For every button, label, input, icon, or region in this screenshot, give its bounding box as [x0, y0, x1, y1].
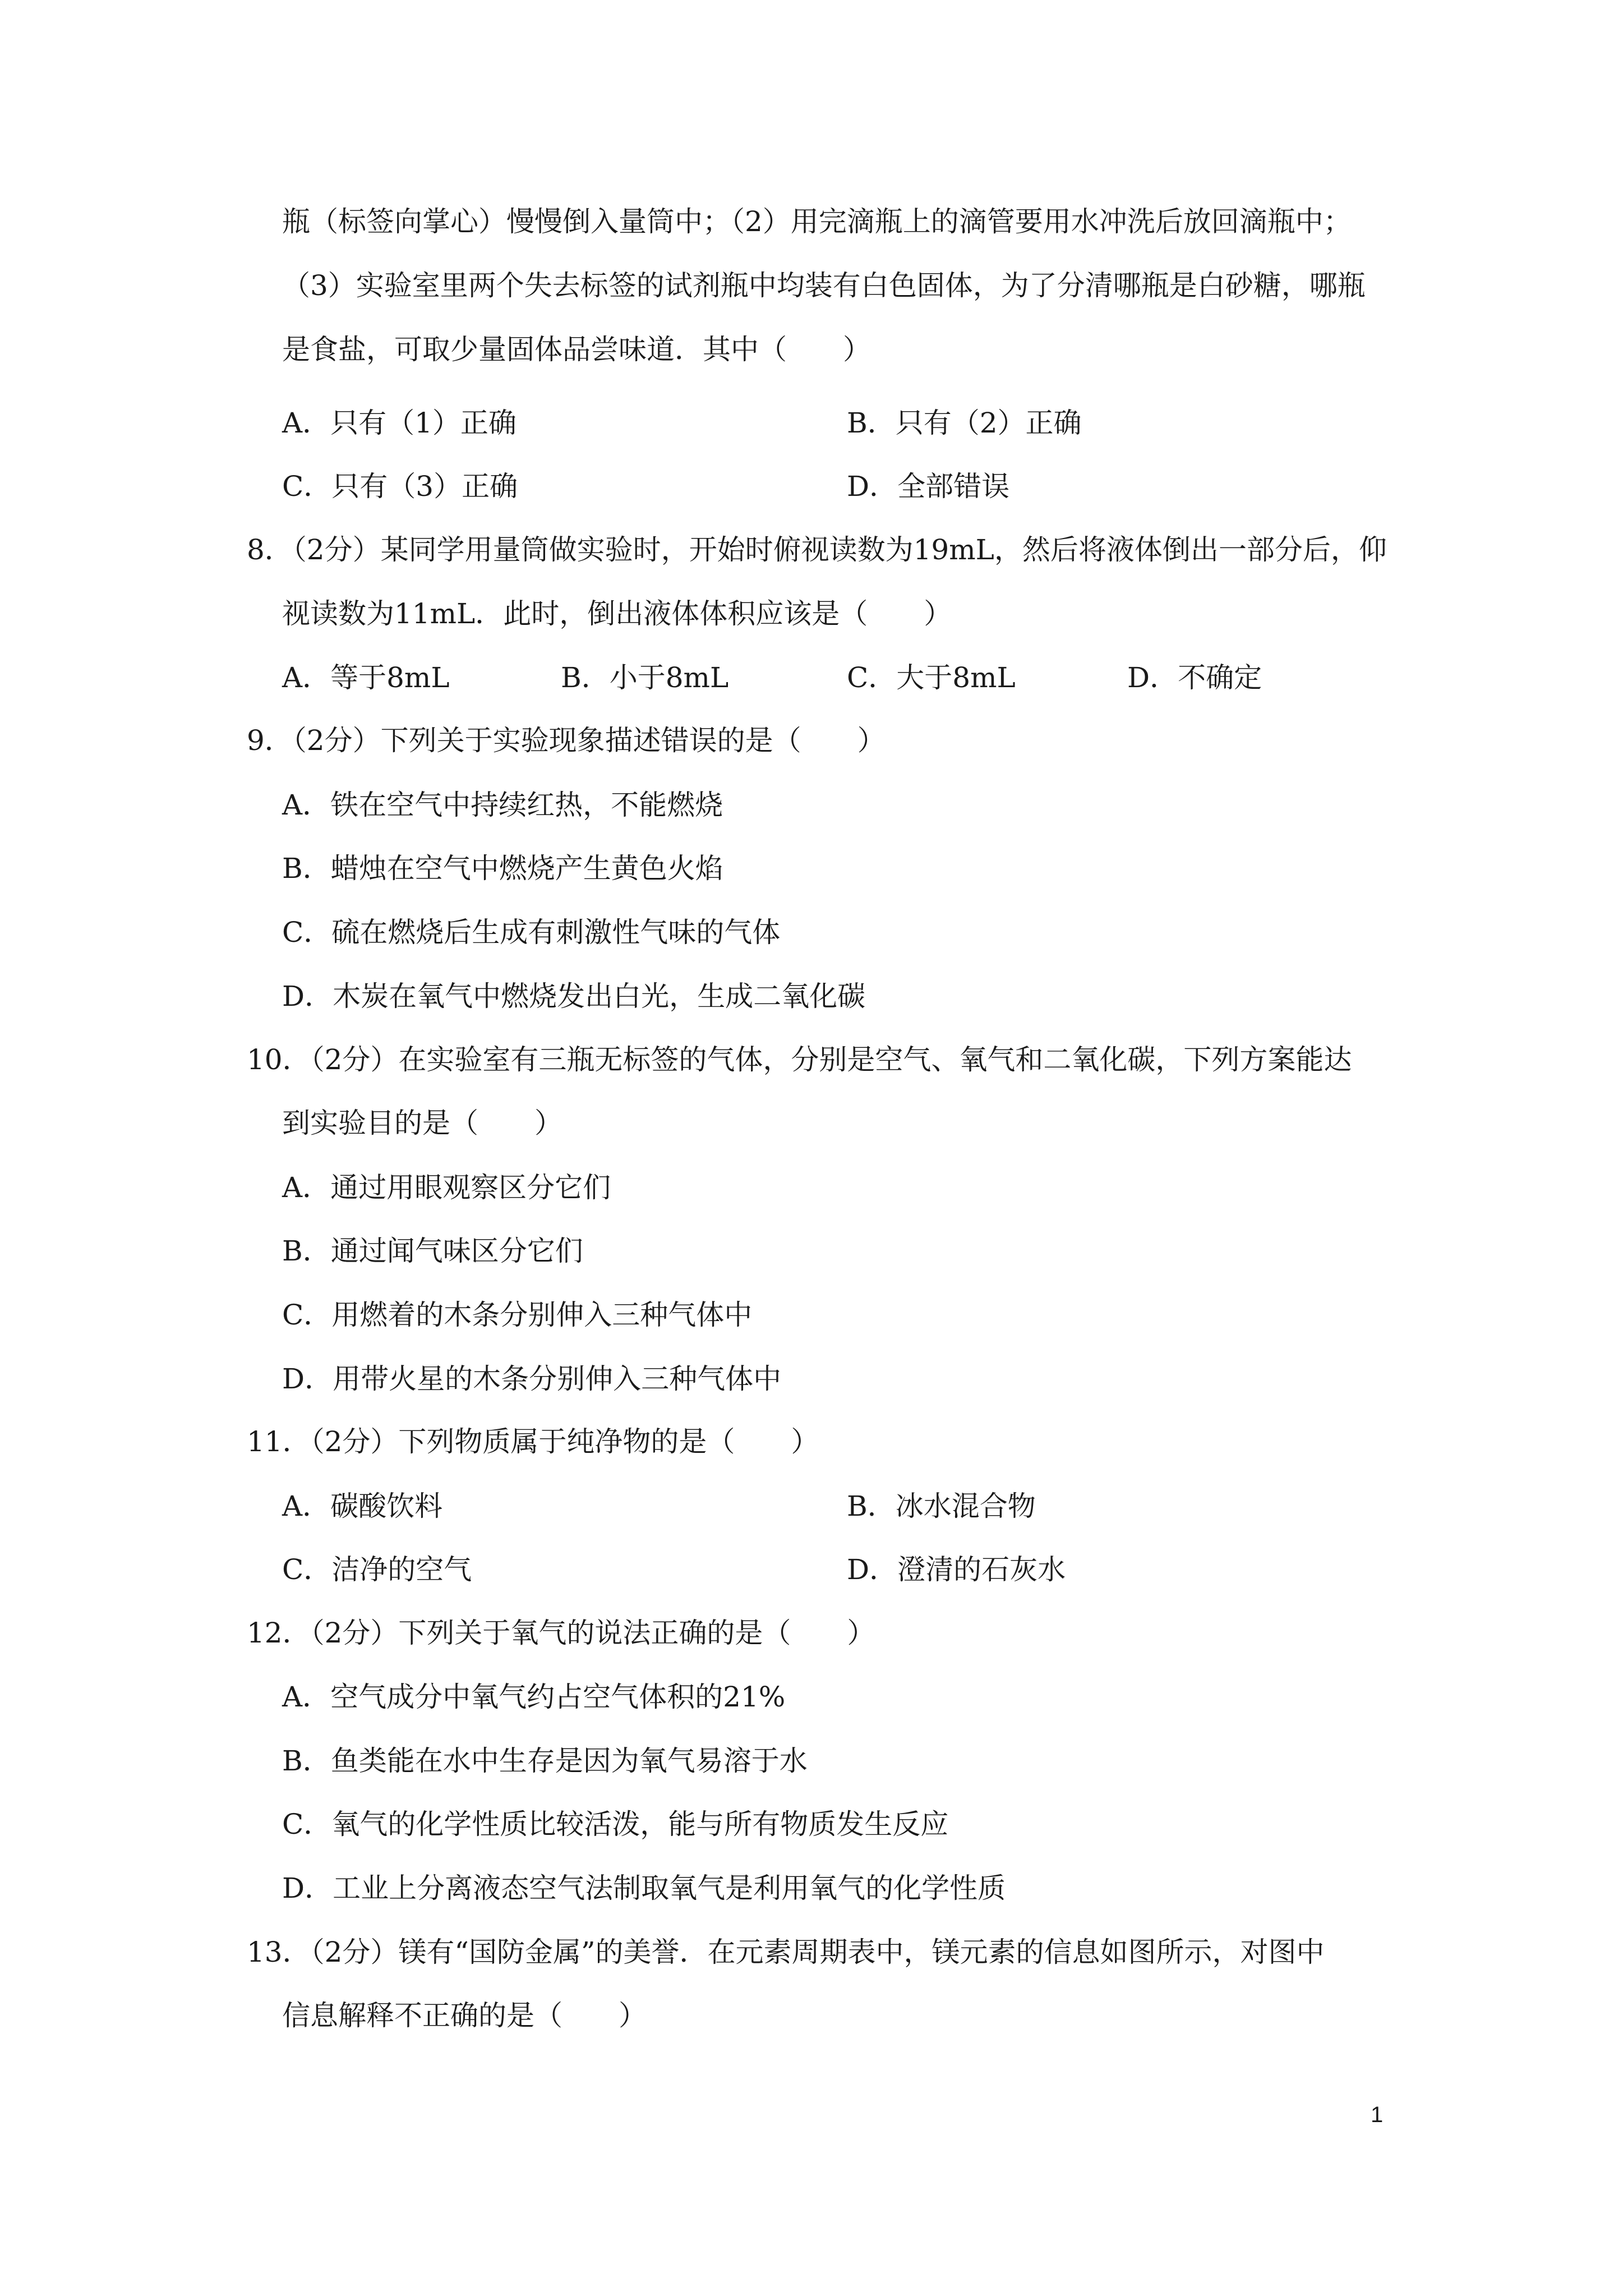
option-c: C．硫在燃烧后生成有刺激性气味的气体	[282, 916, 781, 949]
option-b: B．通过闻气味区分它们	[282, 1235, 583, 1267]
option-a: A．空气成分中氧气约占空气体积的21%	[282, 1681, 786, 1713]
option-a: A．碳酸饮料	[282, 1490, 443, 1522]
question-text-line: （3）实验室里两个失去标签的试剂瓶中均装有白色固体，为了分清哪瓶是白砂糖，哪瓶	[282, 269, 1366, 302]
option-a: A．等于8mL	[282, 661, 450, 694]
question-text-line: 8．（2分）某同学用量筒做实验时，开始时俯视读数为19mL，然后将液体倒出一部分后，仰	[247, 533, 1387, 566]
option-b: B．冰水混合物	[847, 1490, 1036, 1522]
option-d: D．用带火星的木条分别伸入三种气体中	[282, 1363, 782, 1395]
option-b: B．只有（2）正确	[847, 407, 1082, 439]
question-text-line: 到实验目的是（ ）	[282, 1107, 562, 1139]
option-d: D．木炭在氧气中燃烧发出白光，生成二氧化碳	[282, 980, 866, 1013]
option-b: B．蜡烛在空气中燃烧产生黄色火焰	[282, 852, 723, 885]
page-number: 1	[1371, 2102, 1384, 2127]
question-text-line: 是食盐，可取少量固体品尝味道．其中（ ）	[282, 333, 871, 366]
question-text-line: 信息解释不正确的是（ ）	[282, 1999, 647, 2032]
option-d: D．工业上分离液态空气法制取氧气是利用氧气的化学性质	[282, 1872, 1006, 1904]
option-d: D．不确定	[1127, 661, 1262, 694]
option-a: A．通过用眼观察区分它们	[282, 1171, 611, 1204]
option-a: A．铁在空气中持续红热，不能燃烧	[282, 789, 723, 821]
option-d: D．澄清的石灰水	[847, 1553, 1066, 1586]
option-c: C．大于8mL	[847, 661, 1016, 694]
question-text-line: 瓶（标签向掌心）慢慢倒入量筒中；（2）用完滴瓶上的滴管要用水冲洗后放回滴瓶中；	[282, 205, 1352, 238]
question-text-line: 10．（2分）在实验室有三瓶无标签的气体，分别是空气、氧气和二氧化碳，下列方案能达	[247, 1043, 1352, 1076]
question-text-line: 11．（2分）下列物质属于纯净物的是（ ）	[247, 1425, 819, 1458]
option-a: A．只有（1）正确	[282, 407, 517, 439]
question-text-line: 12．（2分）下列关于氧气的说法正确的是（ ）	[247, 1617, 875, 1649]
option-b: B．小于8mL	[561, 661, 729, 694]
question-text-line: 9．（2分）下列关于实验现象描述错误的是（ ）	[247, 724, 886, 757]
option-c: C．用燃着的木条分别伸入三种气体中	[282, 1299, 753, 1331]
option-c: C．只有（3）正确	[282, 470, 518, 503]
option-c: C．洁净的空气	[282, 1553, 472, 1586]
question-text-line: 13．（2分）镁有“国防金属”的美誉．在元素周期表中，镁元素的信息如图所示，对图中	[247, 1936, 1325, 1968]
question-text-line: 视读数为11mL．此时，倒出液体体积应该是（ ）	[282, 597, 952, 630]
option-c: C．氧气的化学性质比较活泼，能与所有物质发生反应	[282, 1808, 949, 1841]
option-b: B．鱼类能在水中生存是因为氧气易溶于水	[282, 1745, 808, 1777]
option-d: D．全部错误	[847, 470, 1010, 503]
